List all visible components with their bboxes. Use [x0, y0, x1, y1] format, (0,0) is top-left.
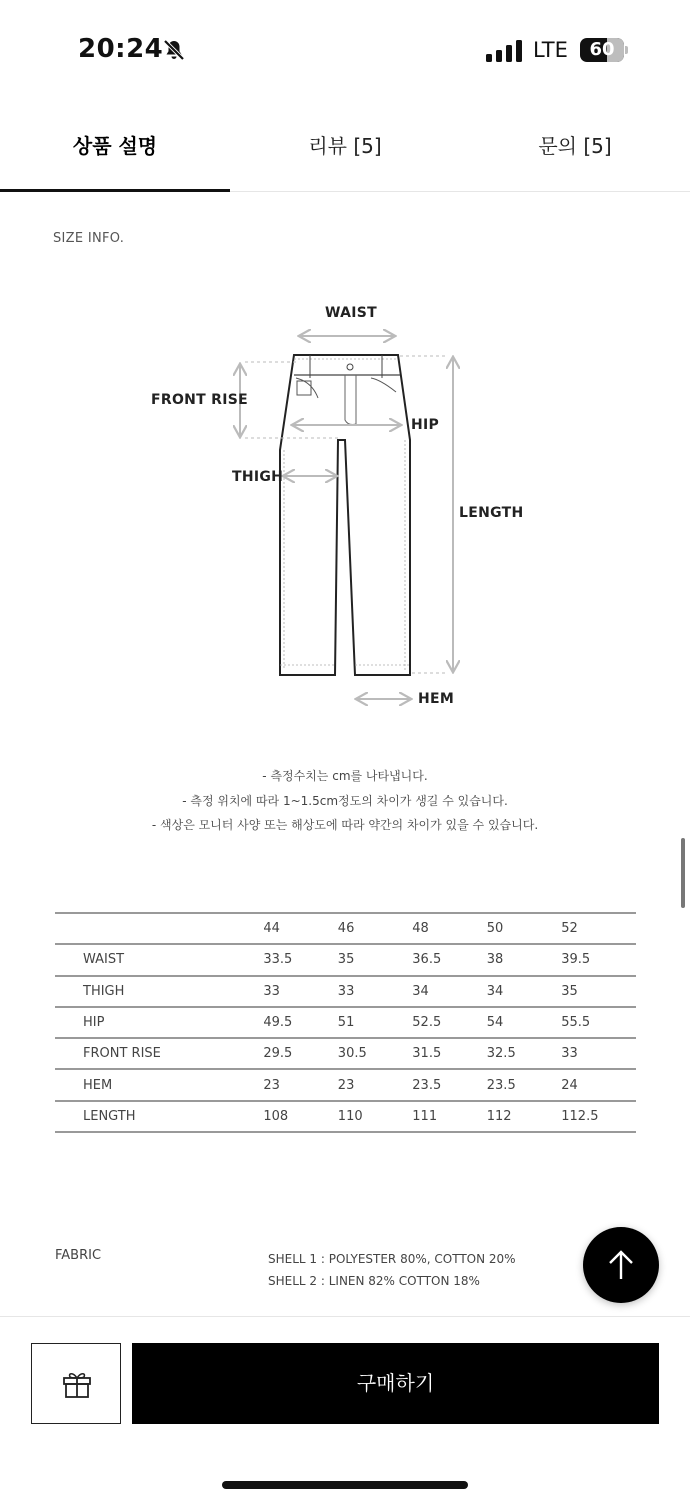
gift-icon: [62, 1369, 92, 1399]
table-header-cell: 50: [486, 921, 504, 937]
battery-level: 60: [589, 39, 615, 60]
table-cell: 31.5: [412, 1046, 442, 1062]
table-cell: 112.5: [561, 1108, 599, 1124]
table-cell: 38: [486, 952, 504, 968]
table-header-cell: 52: [561, 921, 578, 937]
table-cell: 54: [486, 1015, 504, 1031]
table-cell: 30.5: [337, 1046, 367, 1062]
cellular-signal-icon: [486, 40, 522, 62]
table-row: [55, 1101, 636, 1132]
table-cell: 23.5: [412, 1077, 442, 1093]
size-table-header: [55, 913, 636, 944]
table-cell: 24: [561, 1077, 578, 1093]
table-cell: [55, 913, 263, 944]
table-cell: 34: [486, 983, 504, 999]
table-cell: 111: [412, 1108, 438, 1124]
table-cell: 33: [337, 983, 355, 999]
measurement-notes: [0, 764, 690, 838]
row-label: WAIST: [83, 952, 125, 968]
diagram-label-length: LENGTH: [459, 505, 524, 521]
status-time: 20:24: [78, 34, 164, 64]
table-cell: 35: [337, 952, 355, 968]
tab-inquiries[interactable]: 문의 [5]: [538, 134, 612, 158]
buy-button[interactable]: 구매하기: [132, 1343, 659, 1424]
table-cell: 35: [561, 983, 578, 999]
table-cell: 23: [337, 1077, 355, 1093]
row-label: LENGTH: [83, 1108, 136, 1124]
pants-illustration: [0, 290, 690, 730]
table-cell: 49.5: [263, 1015, 293, 1031]
table-header-cell: 48: [412, 921, 429, 937]
table-cell: 51: [337, 1015, 355, 1031]
fabric-line: SHELL 1 : POLYESTER 80%, COTTON 20%: [268, 1252, 516, 1266]
tab-reviews[interactable]: 리뷰 [5]: [308, 134, 382, 158]
scroll-to-top-button[interactable]: [583, 1227, 659, 1303]
status-bar: [0, 0, 690, 100]
purchase-bar: [0, 1316, 690, 1500]
fabric-composition: [268, 1248, 516, 1292]
fabric-line: SHELL 2 : LINEN 82% COTTON 18%: [268, 1274, 480, 1288]
table-cell: 110: [337, 1108, 363, 1124]
table-cell: 39.5: [561, 952, 591, 968]
table-cell: 33.5: [263, 952, 293, 968]
table-cell: 112: [486, 1108, 512, 1124]
fabric-label: FABRIC: [55, 1248, 102, 1263]
home-indicator: [222, 1481, 468, 1489]
product-tabs: [0, 110, 690, 192]
size-table: [55, 912, 636, 1133]
table-cell: 23: [263, 1077, 280, 1093]
row-label: HIP: [83, 1015, 105, 1031]
battery-icon: [580, 38, 628, 62]
diagram-label-thigh: THIGH: [232, 469, 284, 485]
table-cell: 33: [561, 1046, 578, 1062]
note-line: - 측정수치는 cm를 나타냅니다.: [262, 769, 428, 783]
table-row: [55, 944, 636, 975]
note-line: - 측정 위치에 따라 1~1.5cm정도의 차이가 생길 수 있습니다.: [182, 793, 508, 808]
diagram-label-hem: HEM: [418, 691, 455, 707]
table-row: [55, 1007, 636, 1038]
row-label: HEM: [83, 1077, 113, 1093]
table-cell: 29.5: [263, 1046, 293, 1062]
table-cell: 34: [412, 983, 429, 999]
note-line: - 색상은 모니터 사양 또는 해상도에 따라 약간의 차이가 있을 수 있습니다.: [151, 818, 539, 832]
table-cell: 108: [263, 1108, 289, 1124]
table-cell: 32.5: [486, 1046, 516, 1062]
row-label: FRONT RISE: [83, 1046, 161, 1062]
network-type: LTE: [533, 38, 568, 62]
table-row: [55, 976, 636, 1007]
size-info-title: SIZE INFO.: [53, 231, 125, 246]
bell-muted-icon: [162, 38, 186, 62]
arrow-up-icon: [607, 1249, 635, 1281]
table-cell: 52.5: [412, 1015, 442, 1031]
table-header-cell: 44: [263, 921, 280, 937]
table-row: [55, 1038, 636, 1069]
table-cell: 33: [263, 983, 280, 999]
table-header-cell: 46: [337, 921, 355, 937]
diagram-label-waist: WAIST: [325, 305, 377, 321]
diagram-label-hip: HIP: [411, 417, 440, 433]
table-cell: 23.5: [486, 1077, 516, 1093]
table-row: [55, 1069, 636, 1100]
active-tab-indicator: [0, 189, 230, 192]
size-diagram: [0, 290, 690, 730]
diagram-label-front-rise: FRONT RISE: [151, 392, 249, 408]
table-cell: 55.5: [561, 1015, 591, 1031]
gift-button[interactable]: [31, 1343, 121, 1424]
table-cell: 36.5: [412, 952, 442, 968]
tab-product-description[interactable]: 상품 설명: [72, 134, 158, 158]
row-label: THIGH: [83, 983, 125, 999]
scrollbar[interactable]: [681, 838, 685, 908]
